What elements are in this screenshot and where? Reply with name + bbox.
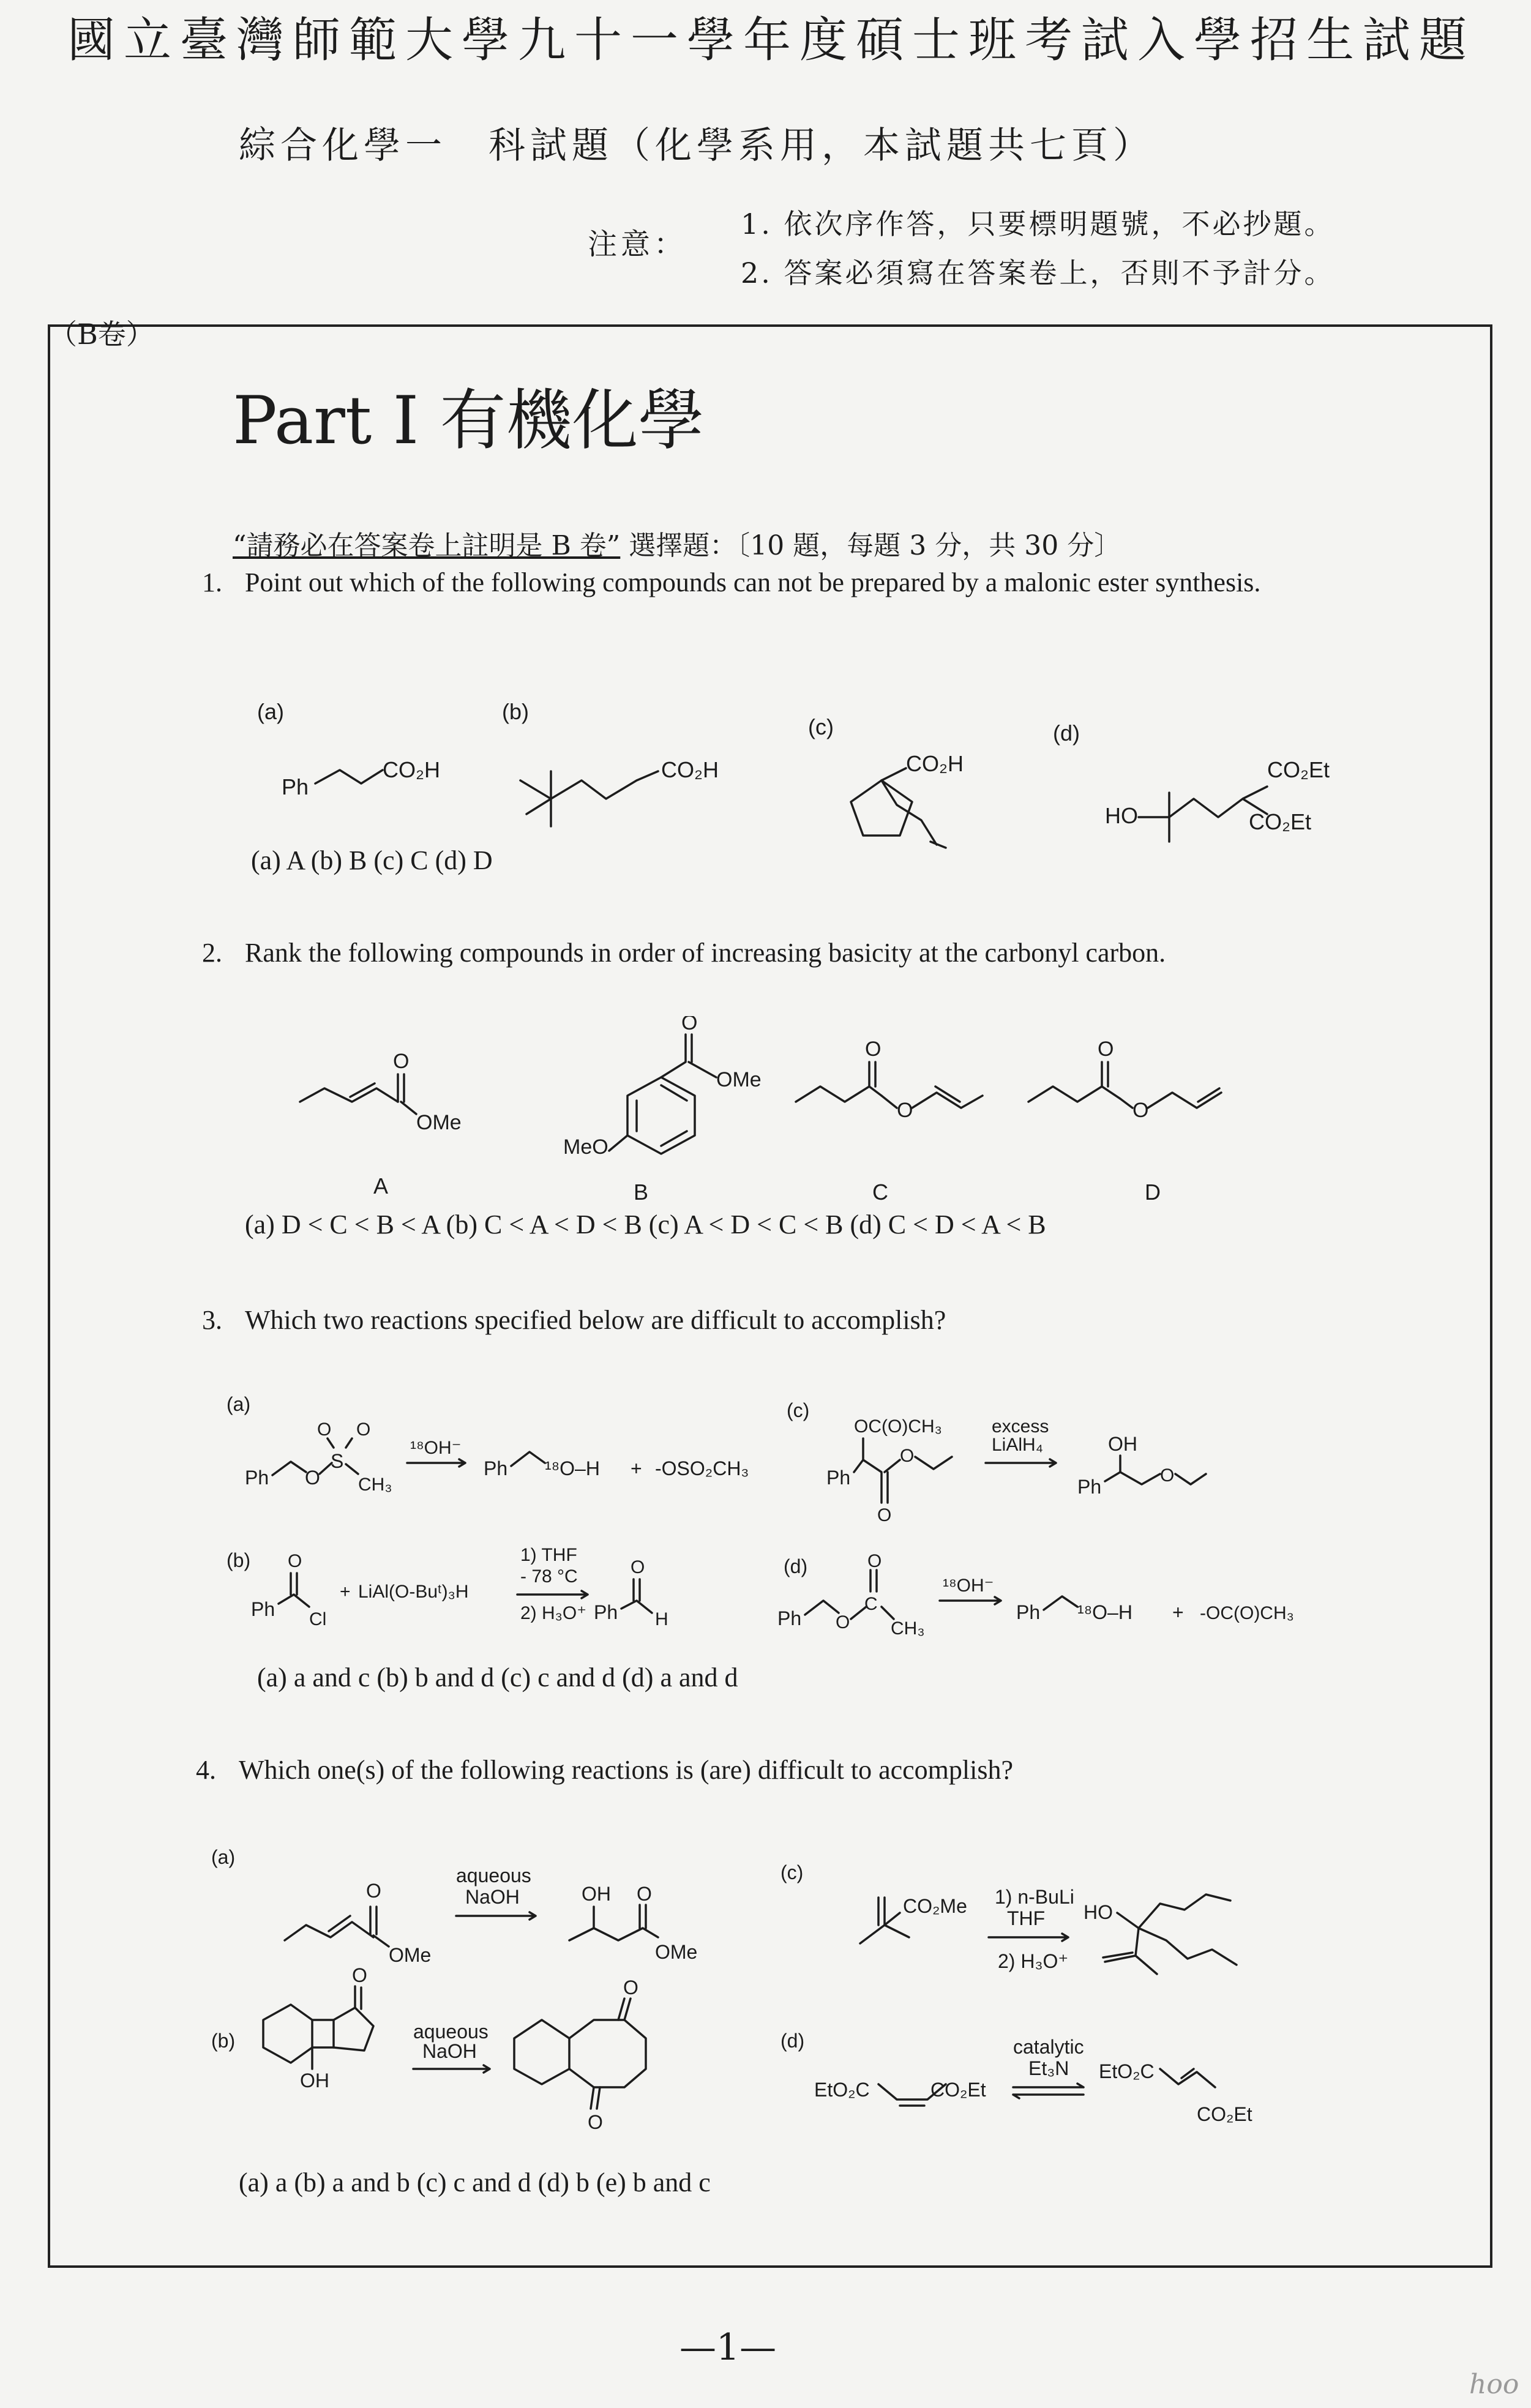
svg-text:CH₃: CH₃ [891, 1618, 925, 1639]
svg-text:EtO₂C: EtO₂C [814, 2079, 870, 2101]
question-1-answers: (a) A (b) B (c) C (d) D [251, 845, 493, 875]
svg-text:CH₃: CH₃ [358, 1475, 392, 1495]
exam-title: 國立臺灣師範大學九十一學年度碩士班考試入學招生試題 [67, 13, 1475, 68]
svg-text:O: O [867, 1551, 882, 1571]
svg-text:C: C [864, 1594, 878, 1614]
svg-text:aqueous: aqueous [413, 2021, 488, 2043]
svg-text:OMe: OMe [389, 1944, 432, 1966]
notice-1: 1. 依次序作答，只要標明題號，不必抄題。 [741, 208, 1335, 241]
question-3 [202, 1301, 1365, 1340]
svg-text:O: O [877, 1505, 892, 1525]
svg-text:2) H₃O⁺: 2) H₃O⁺ [520, 1603, 587, 1623]
question-4 [196, 1751, 1359, 1790]
svg-text:Ph: Ph [484, 1457, 508, 1479]
svg-text:¹⁸OH⁻: ¹⁸OH⁻ [943, 1576, 994, 1596]
svg-text:O: O [305, 1467, 320, 1489]
question-4-number: 4. [196, 1755, 216, 1785]
svg-text:Ph: Ph [826, 1467, 851, 1489]
svg-text:(b): (b) [226, 1549, 251, 1571]
svg-text:MeO: MeO [563, 1135, 608, 1159]
question-3-answers: (a) a and c (b) b and d (c) c and d (d) a and d [257, 1662, 738, 1692]
part-title: Part Ⅰ 有機化學 [233, 383, 705, 459]
q1-compound-c [851, 751, 964, 848]
svg-text:O: O [865, 1038, 882, 1061]
svg-text:CO₂Me: CO₂Me [903, 1895, 967, 1917]
notice-2: 2. 答案必須寫在答案卷上，否則不予計分。 [741, 256, 1335, 290]
svg-text:O: O [1160, 1465, 1175, 1486]
instructions-rest: 選擇題：〔10 題，每題 3 分，共 30 分〕 [629, 530, 1121, 561]
svg-text:(a): (a) [226, 1393, 251, 1415]
svg-text:O: O [836, 1612, 850, 1632]
svg-text:-OSO₂CH₃: -OSO₂CH₃ [655, 1457, 749, 1479]
question-1 [202, 563, 1365, 602]
svg-text:Ph: Ph [1077, 1476, 1102, 1498]
svg-text:OMe: OMe [655, 1941, 698, 1963]
svg-text:¹⁸O–H: ¹⁸O–H [1077, 1601, 1132, 1623]
volume-label: （B卷） [49, 318, 154, 351]
svg-text:OH: OH [582, 1883, 611, 1905]
svg-text:catalytic: catalytic [1013, 2036, 1084, 2058]
q4-reaction-b [211, 1964, 646, 2133]
margin-note: hoo [1469, 2369, 1519, 2400]
svg-text:CO₂Et: CO₂Et [930, 2079, 986, 2101]
svg-text:A: A [373, 1173, 389, 1198]
q3-reactions [214, 1383, 1377, 1665]
q3-reaction-b [226, 1545, 668, 1629]
q2-compound-d [1028, 1038, 1221, 1205]
question-4-text: Which one(s) of the following reactions is (are) difficult to accomplish? [239, 1755, 1013, 1785]
svg-text:O: O [637, 1883, 652, 1905]
svg-text:O: O [900, 1446, 915, 1466]
instructions-underlined: “請務必在答案卷上註明是 B 卷” [233, 530, 621, 561]
question-2 [202, 933, 1365, 973]
svg-text:+: + [1172, 1601, 1184, 1623]
q4-reaction-d [780, 2030, 1252, 2125]
svg-text:Ph: Ph [594, 1601, 618, 1623]
notice-label: 注意： [588, 227, 687, 261]
svg-text:O: O [352, 1964, 367, 1986]
svg-text:NaOH: NaOH [465, 1886, 520, 1908]
question-3-text: Which two reactions specified below are difficult to accomplish? [245, 1305, 946, 1335]
svg-text:OH: OH [1108, 1433, 1137, 1455]
svg-text:(a): (a) [211, 1846, 236, 1868]
svg-text:LiAlH₄: LiAlH₄ [992, 1435, 1043, 1455]
svg-text:O: O [1098, 1038, 1114, 1061]
svg-text:(c): (c) [780, 1861, 804, 1883]
svg-text:O: O [393, 1050, 410, 1073]
svg-text:(b): (b) [211, 2030, 236, 2052]
svg-text:2) H₃O⁺: 2) H₃O⁺ [998, 1950, 1069, 1972]
svg-text:HO: HO [1084, 1901, 1113, 1923]
q2-compound-c [796, 1038, 983, 1205]
svg-text:O: O [1132, 1099, 1149, 1122]
q1-compound-d [1105, 757, 1330, 842]
svg-text:CO₂Et: CO₂Et [1249, 809, 1311, 834]
svg-text:EtO₂C: EtO₂C [1099, 2060, 1155, 2082]
svg-text:O: O [588, 2111, 603, 2133]
svg-text:1) n-BuLi: 1) n-BuLi [995, 1886, 1074, 1908]
svg-text:(d): (d) [784, 1555, 808, 1577]
svg-text:Ph: Ph [282, 774, 309, 799]
q4-reactions [202, 1836, 1365, 2167]
svg-text:HO: HO [1105, 803, 1138, 828]
svg-text:Ph: Ph [251, 1598, 275, 1620]
svg-text:O: O [288, 1551, 302, 1571]
svg-text:D: D [1145, 1180, 1161, 1205]
svg-text:¹⁸OH⁻: ¹⁸OH⁻ [410, 1438, 462, 1458]
svg-text:¹⁸O–H: ¹⁸O–H [545, 1457, 600, 1479]
q1-label-b: (b) [502, 699, 529, 724]
svg-text:LiAl(O-Buᵗ)₃H: LiAl(O-Buᵗ)₃H [358, 1582, 469, 1602]
q4-reaction-a [211, 1846, 697, 1966]
svg-text:NaOH: NaOH [422, 2040, 477, 2062]
q1-compound-b [520, 757, 719, 826]
svg-text:1) THF: 1) THF [520, 1545, 577, 1565]
q2-structures [233, 1016, 1371, 1224]
svg-text:+: + [340, 1582, 351, 1602]
svg-text:O: O [366, 1880, 381, 1902]
svg-text:OH: OH [300, 2070, 329, 2092]
svg-text:H: H [655, 1609, 668, 1629]
svg-text:O: O [681, 1016, 698, 1034]
instructions [233, 523, 1121, 563]
svg-text:(d): (d) [780, 2030, 805, 2052]
svg-text:(c): (c) [787, 1399, 810, 1421]
svg-text:O: O [623, 1976, 638, 1999]
q2-compound-a [300, 1050, 462, 1198]
svg-text:THF: THF [1007, 1907, 1046, 1929]
svg-text:CO₂H: CO₂H [906, 751, 964, 776]
svg-text:Cl: Cl [309, 1609, 327, 1629]
svg-text:Ph: Ph [245, 1467, 269, 1489]
q3-reaction-a [226, 1393, 749, 1495]
svg-text:CO₂H: CO₂H [383, 757, 440, 782]
svg-text:CO₂Et: CO₂Et [1267, 757, 1330, 782]
question-3-number: 3. [202, 1305, 222, 1335]
q4-reaction-c [780, 1861, 1237, 1974]
svg-text:+: + [631, 1457, 642, 1479]
svg-text:CO₂H: CO₂H [661, 757, 719, 782]
svg-text:C: C [872, 1180, 888, 1205]
svg-text:- 78 °C: - 78 °C [520, 1566, 578, 1587]
svg-text:O: O [317, 1419, 332, 1440]
svg-text:-OC(O)CH₃: -OC(O)CH₃ [1200, 1603, 1294, 1623]
question-4-answers: (a) a (b) a and b (c) c and d (d) b (e) b and c [239, 2167, 711, 2197]
svg-text:OC(O)CH₃: OC(O)CH₃ [854, 1416, 942, 1437]
svg-text:CO₂Et: CO₂Et [1197, 2103, 1252, 2125]
svg-text:excess: excess [992, 1416, 1049, 1437]
svg-text:S: S [331, 1450, 344, 1472]
svg-text:Et₃N: Et₃N [1028, 2057, 1069, 2079]
svg-text:B: B [634, 1180, 649, 1205]
q1-label-c: (c) [808, 714, 834, 739]
q3-reaction-c [787, 1399, 1206, 1525]
q1-label-a: (a) [257, 699, 284, 724]
svg-text:O: O [631, 1557, 645, 1577]
q2-compound-b [563, 1016, 762, 1205]
q3-reaction-d [777, 1551, 1294, 1639]
svg-text:Ph: Ph [777, 1607, 802, 1629]
q1-compound-a [282, 757, 440, 799]
svg-text:OMe: OMe [716, 1068, 762, 1091]
svg-text:O: O [356, 1419, 371, 1440]
question-2-answers: (a) D < C < B < A (b) C < A < D < B (c) A < D < C < B (d) C < D < A < B [245, 1210, 1046, 1240]
q1-label-d: (d) [1053, 720, 1080, 746]
question-2-number: 2. [202, 938, 222, 968]
question-2-text: Rank the following compounds in order of increasing basicity at the carbonyl carbon. [245, 938, 1166, 968]
svg-text:Ph: Ph [1016, 1601, 1041, 1623]
svg-text:OMe: OMe [416, 1111, 462, 1134]
exam-subject: 綜合化學一 科試題（化學系用，本試題共七頁） [239, 124, 1155, 167]
question-1-number: 1. [202, 567, 222, 597]
page-number: —1— [679, 2326, 777, 2369]
svg-text:O: O [897, 1099, 913, 1122]
question-1-text: Point out which of the following compounds can not be prepared by a malonic ester synthesis. [245, 567, 1261, 597]
svg-text:aqueous: aqueous [456, 1864, 531, 1886]
